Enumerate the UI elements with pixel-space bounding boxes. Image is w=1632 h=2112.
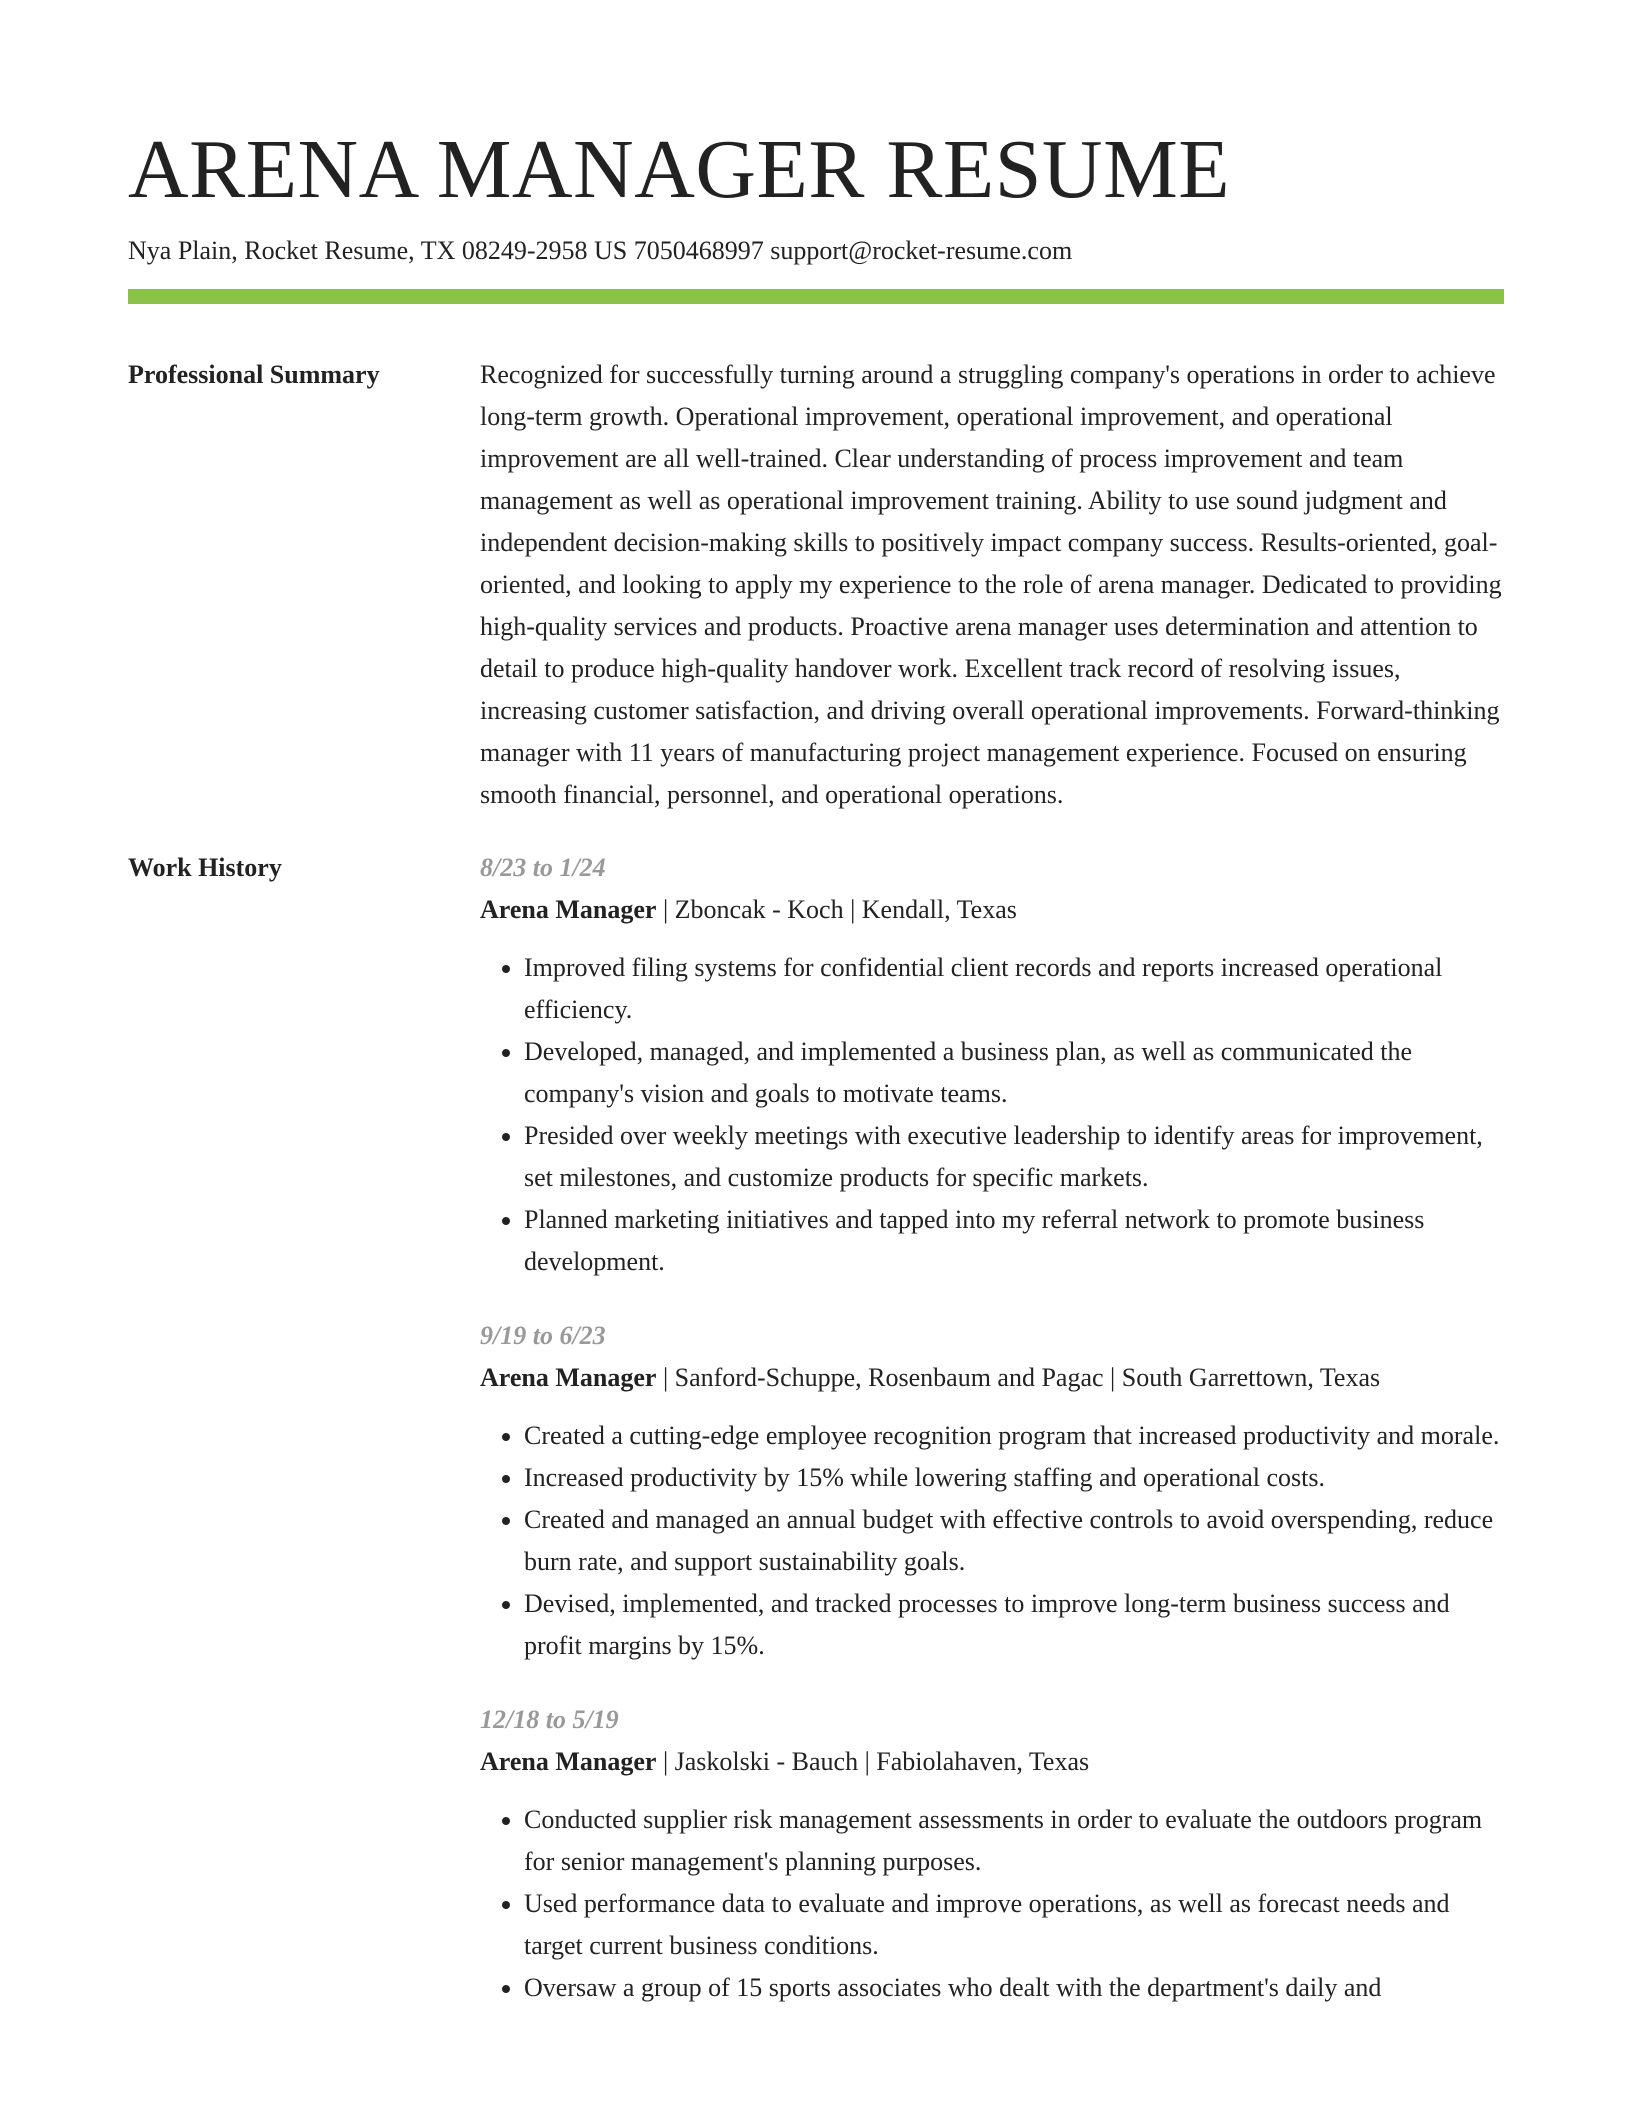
job-dates: 12/18 to 5/19: [480, 1705, 619, 1734]
job-entry: [480, 1315, 1504, 1667]
job-bullets: [480, 1415, 1504, 1667]
resume-page: [128, 0, 1504, 2041]
job-dates: 9/19 to 6/23: [480, 1321, 606, 1350]
summary-text: Recognized for successfully turning around a struggling company's operations in order to achieve long-term growth. Operational improvement, operational improvement, and operational improvement are all well-trained. Clear understanding of process improvement and team management as well as operational improvement training. Ability to use sound judgment and independent decision-making skills to positively impact company success. Results-oriented, goal-oriented, and looking to apply my experience to the role of arena manager. Dedicated to providing high-quality services and products. Proactive arena manager uses determination and attention to detail to produce high-quality handover work. Excellent track record of resolving issues, increasing customer satisfaction, and driving overall operational improvements. Forward-thinking manager with 11 years of manufacturing project management experience. Focused on ensuring smooth financial, personnel, and operational operations.: [480, 360, 1502, 809]
job-bullet: • Developed, managed, and implemented a business plan, as well as communicated the company's vision and goals to motivate teams.: [524, 1031, 1504, 1115]
job-bullet: • Improved filing systems for confidential client records and reports increased operational efficiency.: [524, 947, 1504, 1031]
resume-title: ARENA MANAGER RESUME: [128, 123, 1231, 216]
section-body: [480, 847, 1504, 2041]
professional-summary-section: [128, 354, 1504, 816]
job-details: | Zboncak - Koch | Kendall, Texas: [656, 895, 1017, 924]
job-details: | Jaskolski - Bauch | Fabiolahaven, Texas: [656, 1747, 1090, 1776]
contact-info: Nya Plain, Rocket Resume, TX 08249-2958 US 7050468997 support@rocket-resume.com: [128, 236, 1073, 265]
job-bullet: • Planned marketing initiatives and tapped into my referral network to promote business development.: [524, 1199, 1504, 1283]
job-title: Arena Manager: [480, 1747, 657, 1776]
section-label: Work History: [128, 853, 282, 882]
job-title: Arena Manager: [480, 1363, 657, 1392]
section-label: Professional Summary: [128, 360, 380, 389]
section-body: [480, 354, 1504, 816]
job-title: Arena Manager: [480, 895, 657, 924]
accent-divider: [128, 289, 1504, 304]
work-history-section: [128, 847, 1504, 2041]
job-entry: [480, 1699, 1504, 2009]
job-bullets: [480, 947, 1504, 1283]
job-bullet: • Conducted supplier risk management assessments in order to evaluate the outdoors program for senior management's planning purposes.: [524, 1799, 1504, 1883]
job-bullets: [480, 1799, 1504, 2009]
job-bullet: • Created and managed an annual budget with effective controls to avoid overspending, reduce burn rate, and support sustainability goals.: [524, 1499, 1504, 1583]
job-details: | Sanford-Schuppe, Rosenbaum and Pagac | South Garrettown, Texas: [656, 1363, 1381, 1392]
job-dates: 8/23 to 1/24: [480, 853, 606, 882]
job-heading: [480, 1741, 1504, 1783]
job-bullet: • Used performance data to evaluate and improve operations, as well as forecast needs and target current business conditions.: [524, 1883, 1504, 1967]
job-bullet: • Created a cutting-edge employee recognition program that increased productivity and morale.: [524, 1415, 1504, 1457]
job-bullet: • Increased productivity by 15% while lowering staffing and operational costs.: [524, 1457, 1504, 1499]
job-bullet: • Oversaw a group of 15 sports associates who dealt with the department's daily and: [524, 1967, 1504, 2009]
job-entry: [480, 847, 1504, 1283]
job-bullet: • Devised, implemented, and tracked processes to improve long-term business success and profit margins by 15%.: [524, 1583, 1504, 1667]
job-heading: [480, 889, 1504, 931]
job-bullet: • Presided over weekly meetings with executive leadership to identify areas for improvement, set milestones, and customize products for specific markets.: [524, 1115, 1504, 1199]
job-heading: [480, 1357, 1504, 1399]
